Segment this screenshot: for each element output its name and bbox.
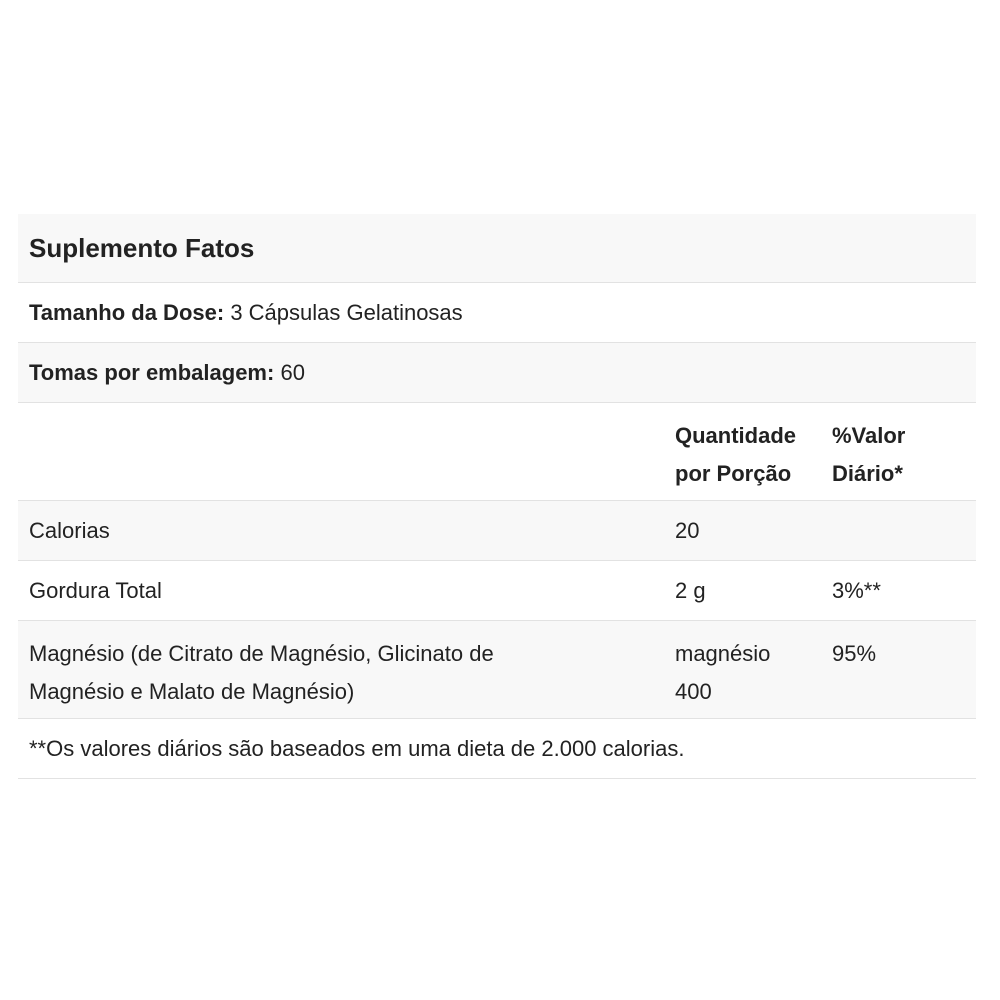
nutrient-name-line1: Magnésio (de Citrato de Magnésio, Glicinato de [29,641,494,666]
nutrient-amount [675,635,832,711]
serving-size [18,298,463,328]
footnote-row [18,719,976,779]
servings-per-container [18,358,305,388]
nutrient-amount-line1: magnésio [675,641,771,666]
servings-per-container-row [18,343,976,403]
table-row [18,501,976,561]
supplement-facts-table [18,214,976,779]
table-title: Suplemento Fatos [29,232,255,263]
daily-value-header [832,417,962,493]
dv-header-line1: %Valor [832,423,906,448]
footnote: **Os valores diários são baseados em uma dieta de 2.000 calorias. [29,735,685,761]
nutrient-name [18,635,675,711]
nutrient-name: Gordura Total [29,577,162,603]
table-row [18,561,976,621]
nutrient-name: Calorias [29,517,110,543]
servings-per-container-value: 60 [280,359,305,385]
amount-per-serving-header [675,417,832,493]
serving-size-value: 3 Cápsulas Gelatinosas [230,299,463,325]
column-header-row [18,403,976,501]
servings-per-container-label: Tomas por embalagem: [29,359,275,385]
nutrient-amount-line2: 400 [675,679,712,704]
nutrient-dv: 3%** [832,577,881,603]
dv-header-line2: Diário* [832,461,903,486]
nutrient-amount: 20 [675,517,700,543]
nutrient-dv: 95% [832,641,877,666]
serving-size-label: Tamanho da Dose: [29,299,225,325]
nutrient-name-line2: Magnésio e Malato de Magnésio) [29,679,355,704]
table-row [18,621,976,719]
amount-header-line1: Quantidade [675,423,797,448]
title-row [18,214,976,283]
amount-header-line2: por Porção [675,461,792,486]
serving-size-row [18,283,976,343]
nutrient-amount: 2 g [675,577,706,603]
